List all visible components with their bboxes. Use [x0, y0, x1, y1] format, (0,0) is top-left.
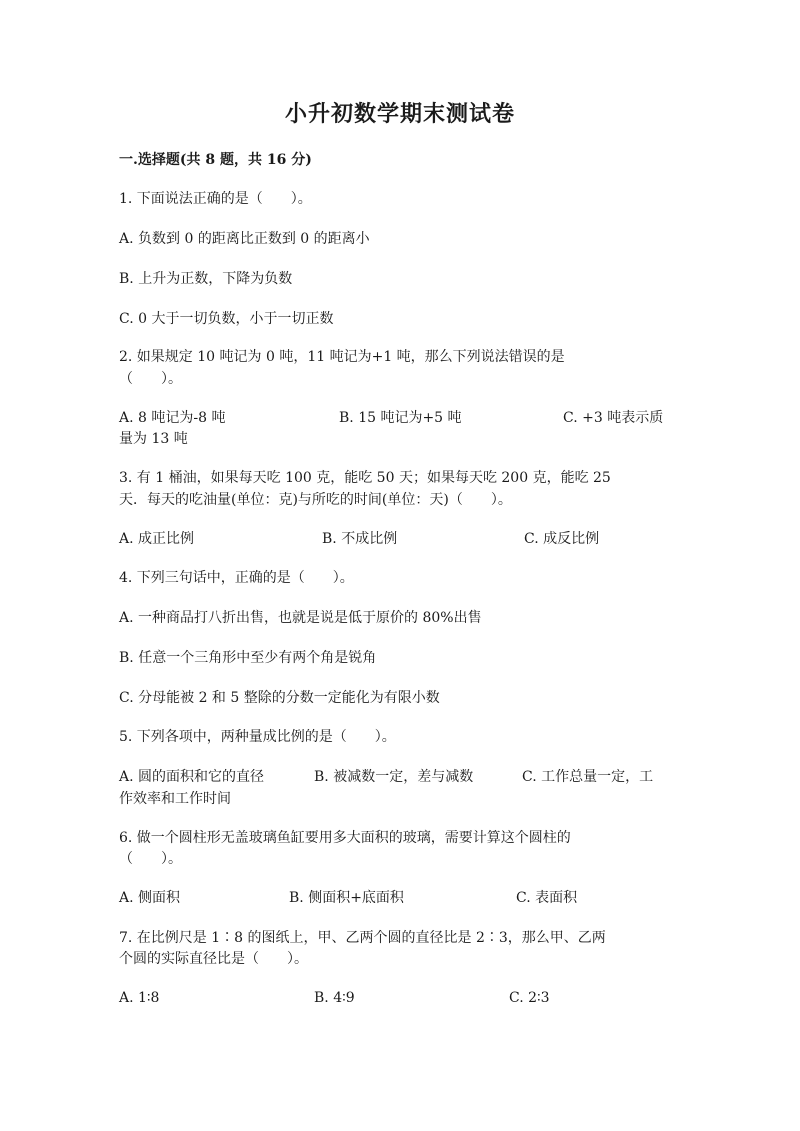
question-1-option-c: C. 0 大于一切负数，小于一切正数	[119, 311, 334, 327]
question-2-option-b: B. 15 吨记为+5 吨	[339, 410, 462, 426]
question-5-option-c-cont: 作效率和工作时间	[119, 791, 231, 807]
question-5-stem: 5. 下列各项中，两种量成比例的是（ ）。	[119, 729, 396, 745]
question-5-option-c: C. 工作总量一定，工	[522, 769, 654, 785]
section-heading: 一.选择题(共 8 题，共 16 分)	[119, 152, 312, 168]
question-1-option-a: A. 负数到 0 的距离比正数到 0 的距离小	[119, 231, 370, 247]
exam-title: 小升初数学期末测试卷	[284, 101, 515, 127]
question-4-stem: 4. 下列三句话中，正确的是（ ）。	[119, 570, 354, 586]
question-3-stem-cont: 天．每天的吃油量(单位：克)与所吃的时间(单位：天)（ ）。	[119, 492, 512, 508]
question-6-option-b: B. 侧面积+底面积	[289, 890, 404, 906]
question-2-stem-cont: （ ）。	[119, 371, 182, 387]
question-5-option-a: A. 圆的面积和它的直径	[119, 769, 265, 785]
question-3-stem: 3. 有 1 桶油，如果每天吃 100 克，能吃 50 天；如果每天吃 200 克，能吃 25	[119, 470, 611, 486]
question-3-option-b: B. 不成比例	[322, 531, 398, 547]
question-4-option-c: C. 分母能被 2 和 5 整除的分数一定能化为有限小数	[119, 690, 440, 706]
question-6-stem-cont: （ ）。	[119, 851, 182, 867]
question-7-option-a: A. 1∶8	[119, 990, 160, 1006]
question-6-stem: 6. 做一个圆柱形无盖玻璃鱼缸要用多大面积的玻璃，需要计算这个圆柱的	[119, 830, 571, 846]
question-7-option-c: C. 2∶3	[509, 990, 550, 1006]
question-2-option-c-cont: 量为 13 吨	[119, 431, 188, 447]
question-4-option-b: B. 任意一个三角形中至少有两个角是锐角	[119, 650, 377, 666]
question-7-option-b: B. 4∶9	[314, 990, 355, 1006]
question-3-option-a: A. 成正比例	[119, 531, 195, 547]
question-2-stem: 2. 如果规定 10 吨记为 0 吨，11 吨记为+1 吨，那么下列说法错误的是	[119, 349, 565, 365]
question-6-option-a: A. 侧面积	[119, 890, 181, 906]
question-1-stem: 1. 下面说法正确的是（ ）。	[119, 191, 312, 207]
question-4-option-a: A. 一种商品打八折出售，也就是说是低于原价的 80%出售	[119, 610, 482, 626]
question-5-option-b: B. 被减数一定，差与减数	[314, 769, 474, 785]
question-3-option-c: C. 成反比例	[524, 531, 600, 547]
question-7-stem-cont: 个圆的实际直径比是（ ）。	[119, 951, 308, 967]
question-7-stem: 7. 在比例尺是 1∶8 的图纸上，甲、乙两个圆的直径比是 2∶3，那么甲、乙两	[119, 930, 606, 946]
question-1-option-b: B. 上升为正数，下降为负数	[119, 271, 293, 287]
question-2-option-a: A. 8 吨记为-8 吨	[119, 410, 226, 426]
question-6-option-c: C. 表面积	[516, 890, 578, 906]
question-2-option-c: C. +3 吨表示质	[563, 410, 664, 426]
